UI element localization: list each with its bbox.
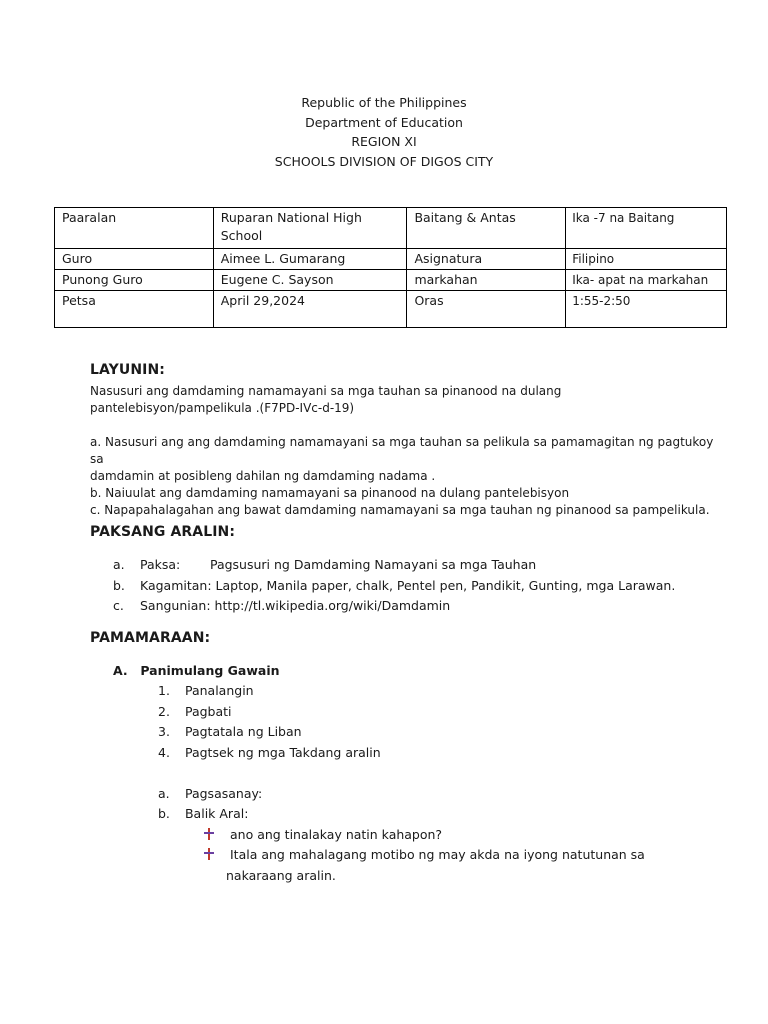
cell-label: Asignatura <box>407 249 566 270</box>
list-item <box>158 681 254 701</box>
list-item <box>158 784 262 804</box>
info-table <box>54 207 727 328</box>
cell-value: Ika -7 na Baitang <box>566 208 727 249</box>
cell-value: 1:55-2:50 <box>566 291 727 328</box>
cell-value: Aimee L. Gumarang <box>213 249 407 270</box>
list-marker: c. <box>113 598 124 613</box>
pamamaraan-heading: PAMAMARAAN: <box>90 630 211 646</box>
cell-value: Eugene C. Sayson <box>213 270 407 291</box>
arrow-bullet-icon <box>203 828 215 840</box>
layunin-intro-line1: Nasusuri ang damdaming namamayani sa mga tauhan sa pinanood na dulang <box>90 384 562 398</box>
list-marker: b. <box>158 806 170 821</box>
table-row <box>55 208 727 249</box>
paksa-label: Paksa: <box>139 557 181 572</box>
cell-label: Oras <box>407 291 566 328</box>
list-item <box>158 702 232 722</box>
step-text: Panalangin <box>184 683 254 698</box>
step-text: Pagtsek ng mga Takdang aralin <box>184 745 381 760</box>
header-region: REGION XI <box>351 134 417 149</box>
list-marker: a. <box>158 786 170 801</box>
cell-label: Paaralan <box>55 208 214 249</box>
objective-a-line1: a. Nasusuri ang ang damdaming namamayani sa mga tauhan sa pelikula sa pamamagitan ng pagtukoy sa <box>90 435 714 466</box>
cell-label: Guro <box>55 249 214 270</box>
step-text: Pagbati <box>184 704 232 719</box>
paksa-value: Pagsusuri ng Damdaming Namayani sa mga Tauhan <box>209 557 537 572</box>
cell-label: Petsa <box>55 291 214 328</box>
bullet-item <box>203 845 645 865</box>
list-marker: a. <box>113 557 125 572</box>
table-row <box>55 249 727 270</box>
list-item <box>158 722 302 742</box>
list-item <box>158 804 248 824</box>
sub-text: Balik Aral: <box>184 806 249 821</box>
bullet-text-line2: nakaraang aralin. <box>226 868 336 883</box>
cell-label: Baitang & Antas <box>407 208 566 249</box>
layunin-intro-line2: pantelebisyon/pampelikula .(F7PD-IVc-d-19) <box>90 401 355 415</box>
sangunian-text: Sangunian: http://tl.wikipedia.org/wiki/Damdamin <box>139 598 451 613</box>
step-text: Pagtatala ng Liban <box>184 724 302 739</box>
sub-text: Pagsasanay: <box>184 786 263 801</box>
objective-b: b. Naiuulat ang damdaming namamayani sa pinanood na dulang pantelebisyon <box>90 486 570 500</box>
header-republic: Republic of the Philippines <box>301 95 467 110</box>
objective-c: c. Napapahalagahan ang bawat damdaming namamayani sa mga tauhan ng pinanood sa pampelikula. <box>90 503 710 517</box>
document-header <box>0 93 768 171</box>
bullet-item <box>203 825 442 845</box>
bullet-continuation <box>226 866 336 886</box>
list-marker: b. <box>113 578 125 593</box>
cell-value: April 29,2024 <box>213 291 407 328</box>
list-marker: A. <box>113 663 128 678</box>
bullet-text-line1: Itala ang mahalagang motibo ng may akda na iyong natutunan sa <box>229 847 645 862</box>
kagamitan-text: Kagamitan: Laptop, Manila paper, chalk, Pentel pen, Pandikit, Gunting, mga Larawan. <box>139 578 676 593</box>
list-marker: 1. <box>158 683 170 698</box>
list-item <box>158 743 381 763</box>
paksang-aralin-heading: PAKSANG ARALIN: <box>90 524 236 540</box>
cell-value: Filipino <box>566 249 727 270</box>
section-a-heading <box>113 661 280 681</box>
list-item <box>113 596 450 616</box>
cell-label: markahan <box>407 270 566 291</box>
list-marker: 4. <box>158 745 170 760</box>
list-item <box>113 555 536 575</box>
list-marker: 3. <box>158 724 170 739</box>
arrow-bullet-icon <box>203 848 215 860</box>
bullet-text: ano ang tinalakay natin kahapon? <box>229 827 443 842</box>
list-item <box>113 576 675 596</box>
header-division: SCHOOLS DIVISION OF DIGOS CITY <box>274 153 494 169</box>
section-a-label: Panimulang Gawain <box>140 663 280 678</box>
layunin-intro <box>90 383 730 417</box>
table-row <box>55 291 727 328</box>
layunin-objectives <box>90 434 730 519</box>
objective-a-line2: damdamin at posibleng dahilan ng damdaming nadama . <box>90 469 436 483</box>
header-department: Department of Education <box>305 114 463 130</box>
cell-label: Punong Guro <box>55 270 214 291</box>
table-row <box>55 270 727 291</box>
cell-value: Ruparan National High School <box>213 208 407 249</box>
cell-value: Ika- apat na markahan <box>566 270 727 291</box>
layunin-heading: LAYUNIN: <box>90 362 165 378</box>
list-marker: 2. <box>158 704 170 719</box>
